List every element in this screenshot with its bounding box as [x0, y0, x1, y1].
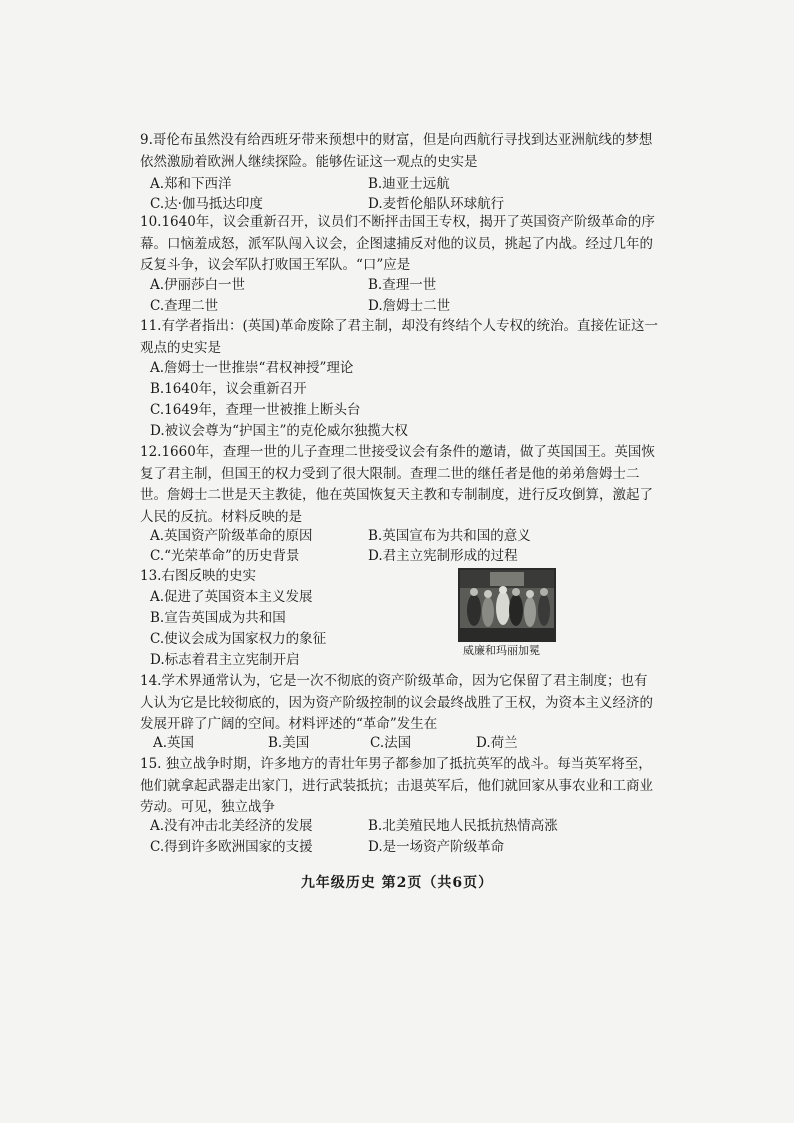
- question-13-option-c: C.使议会成为国家权力的象征: [150, 631, 327, 647]
- question-11-stem: 11.有学者指出：(英国)革命废除了君主制，却没有终结个人专权的统治。直接佐证这一观点的史实是: [140, 318, 659, 356]
- question-11-option-a: A.詹姆士一世推崇“君权神授”理论: [150, 360, 354, 376]
- question-14-option-b: B.美国: [268, 735, 310, 751]
- question-15-option-a: A.没有冲击北美经济的发展: [150, 818, 313, 834]
- question-10-option-a: A.伊丽莎白一世: [150, 277, 246, 293]
- illustration-caption: 威廉和玛丽加冕: [463, 644, 540, 657]
- question-14-option-c: C.法国: [370, 735, 412, 751]
- question-12-option-d: D.君主立宪制形成的过程: [368, 548, 518, 564]
- question-10-option-c: C.查理二世: [150, 298, 219, 314]
- question-11-option-b: B.1640年，议会重新召开: [150, 381, 307, 397]
- question-14-stem: 14.学术界通常认为，它是一次不彻底的资产阶级革命，因为它保留了君主制度；也有人认为它是比较彻底的，因为资产阶级控制的议会最终战胜了王权，为资本主义经济的发展开辟了广阔的空间。材料评述的“革命”发生在: [140, 673, 653, 732]
- question-10-option-b: B.查理一世: [368, 277, 437, 293]
- question-13-option-a: A.促进了英国资本主义发展: [150, 589, 313, 605]
- question-11-option-c: C.1649年，查理一世被推上断头台: [150, 402, 361, 418]
- question-11-option-d: D.被议会尊为“护国主”的克伦威尔独揽大权: [150, 423, 408, 439]
- coronation-illustration: [458, 568, 556, 642]
- question-10-option-d: D.詹姆士二世: [368, 298, 451, 314]
- question-12-stem: 12.1660年，查理一世的儿子查理二世接受议会有条件的邀请，做了英国国王。英国恢复了君主制，但国王的权力受到了很大限制。查理二世的继任者是他的弟弟詹姆士二世。詹姆士二世是天主教徒，他在英国恢复天主教和专制制度，进行反攻倒算，激起了人民的反抗。材料反映的是: [140, 444, 655, 525]
- question-13-stem: 13.右图反映的史实: [140, 568, 256, 584]
- question-15-stem: 15. 独立战争时期，许多地方的青壮年男子都参加了抵抗英军的战斗。每当英军将至，他们就拿起武器走出家门，进行武装抵抗；击退英军后，他们就回家从事农业和工商业劳动。可见，独立战争: [140, 756, 653, 815]
- question-15-option-c: C.得到许多欧洲国家的支援: [150, 839, 313, 855]
- page-footer: 九年级历史 第2页（共6页）: [300, 875, 494, 891]
- question-9-option-a: A.郑和下西洋: [150, 176, 232, 192]
- question-13-option-d: D.标志着君主立宪制开启: [150, 652, 300, 668]
- question-12-option-b: B.英国宣布为共和国的意义: [368, 528, 531, 544]
- question-9-stem: 9.哥伦布虽然没有给西班牙带来预想中的财富，但是向西航行寻找到达亚洲航线的梦想依然激励着欧洲人继续探险。能够佐证这一观点的史实是: [140, 132, 653, 170]
- question-12-option-c: C.“光荣革命”的历史背景: [150, 548, 300, 564]
- question-9-option-c: C.达·伽马抵达印度: [150, 196, 263, 212]
- question-10-stem: 10.1640年，议会重新召开，议员们不断抨击国王专权，揭开了英国资产阶级革命的序幕。口恼羞成怒，派军队闯入议会，企图逮捕反对他的议员，挑起了内战。经过几年的反复斗争，议会军队打败国王军队。“口”应是: [140, 214, 655, 273]
- question-13-option-b: B.宣告英国成为共和国: [150, 610, 286, 626]
- question-15-option-d: D.是一场资产阶级革命: [368, 839, 505, 855]
- question-9-option-b: B.迪亚士远航: [368, 176, 450, 192]
- question-12-option-a: A.英国资产阶级革命的原因: [150, 528, 313, 544]
- question-14-option-a: A.英国: [153, 735, 195, 751]
- question-15-option-b: B.北美殖民地人民抵抗热情高涨: [368, 818, 558, 834]
- question-9-option-d: D.麦哲伦船队环球航行: [368, 196, 505, 212]
- question-14-option-d: D.荷兰: [476, 735, 518, 751]
